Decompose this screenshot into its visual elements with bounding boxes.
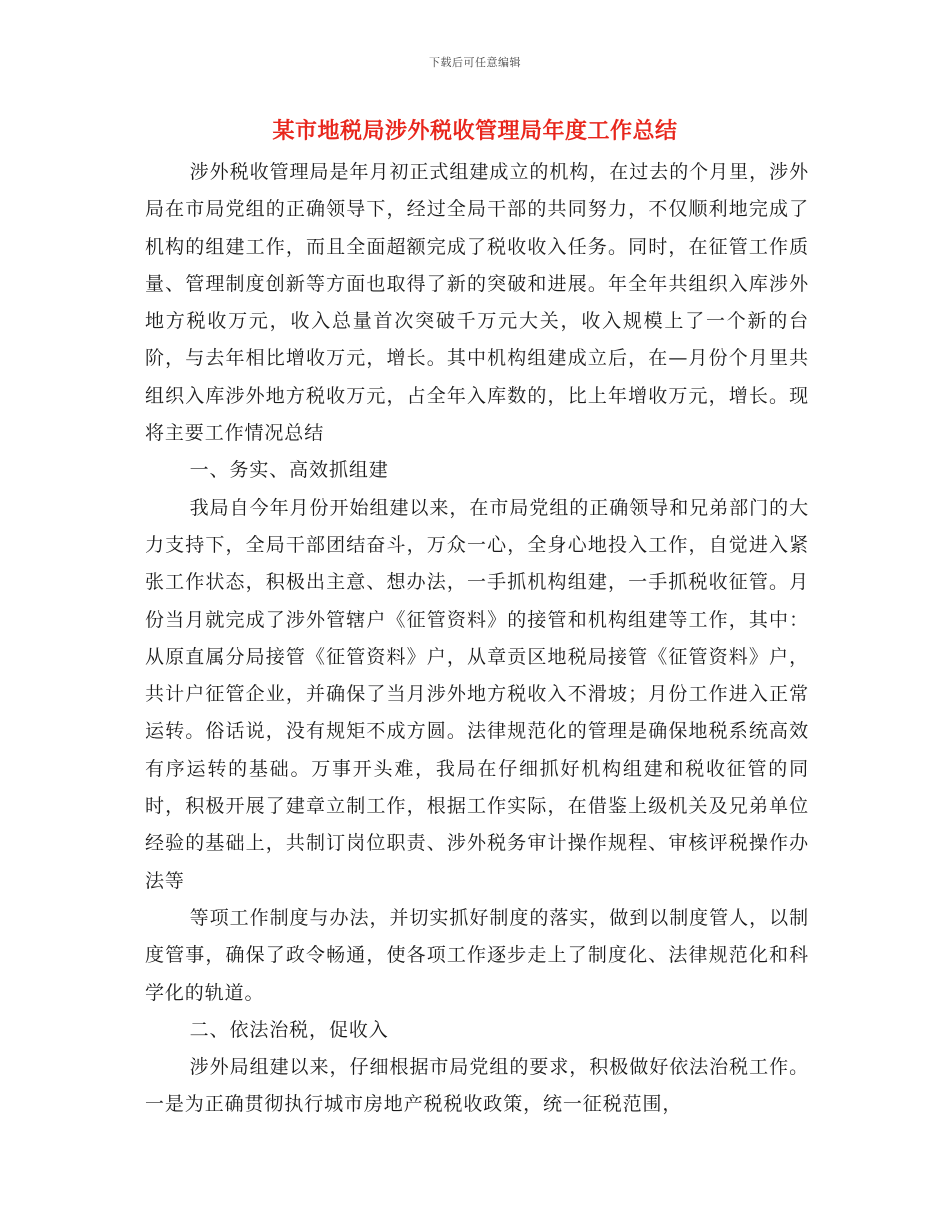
paragraph-intro: 涉外税收管理局是年月初正式组建成立的机构，在过去的个月里，涉外局在市局党组的正确领导下，经过全局干部的共同努力，不仅顺利地完成了机构的组建工作，而且全面超额完成了税收收入任务。同时，在征管工作质量、管理制度创新等方面也取得了新的突破和进展。年全年共组织入库涉外地方税收万元，收入总量首次突破千万元大关，收入规模上了一个新的台阶，与去年相比增收万元，增长。其中机构组建成立后，在—月份个月里共组织入库涉外地方税收万元，占全年入库数的，比上年增收万元，增长。现将主要工作情况总结 [145,161,809,445]
section-heading-2: 二、依法治税，促收入 [189,1018,389,1041]
header-note: 下载后可任意编辑 [429,56,521,69]
paragraph-section-1: 我局自今年月份开始组建以来，在市局党组的正确领导和兄弟部门的大力支持下，全局干部团结奋斗，万众一心，全身心地投入工作，自觉进入紧张工作状态，积极出主意、想办法，一手抓机构组建，一手抓税收征管。月份当月就完成了涉外管辖户《征管资料》的接管和机构组建等工作，其中：从原直属分局接管《征管资料》户，从章贡区地税局接管《征管资料》户，共计户征管企业，并确保了当月涉外地方税收入不滑坡；月份工作进入正常运转。俗话说，没有规矩不成方圆。法律规范化的管理是确保地税系统高效有序运转的基础。万事开头难，我局在仔细抓好机构组建和税收征管的同时，积极开展了建章立制工作，根据工作实际，在借鉴上级机关及兄弟单位经验的基础上，共制订岗位职责、涉外税务审计操作规程、审核评税操作办法等 [145,496,809,892]
section-heading-1: 一、务实、高效抓组建 [189,459,389,482]
paragraph-section-2: 涉外局组建以来，仔细根据市局党组的要求，积极做好依法治税工作。一是为正确贯彻执行城市房地产税税收政策，统一征税范围， [145,1056,809,1116]
paragraph-section-1-cont: 等项工作制度与办法，并切实抓好制度的落实，做到以制度管人，以制度管事，确保了政令畅通，使各项工作逐步走上了制度化、法律规范化和科学化的轨道。 [145,906,809,1004]
document-title: 某市地税局涉外税收管理局年度工作总结 [272,118,678,144]
document-body [145,154,809,1124]
